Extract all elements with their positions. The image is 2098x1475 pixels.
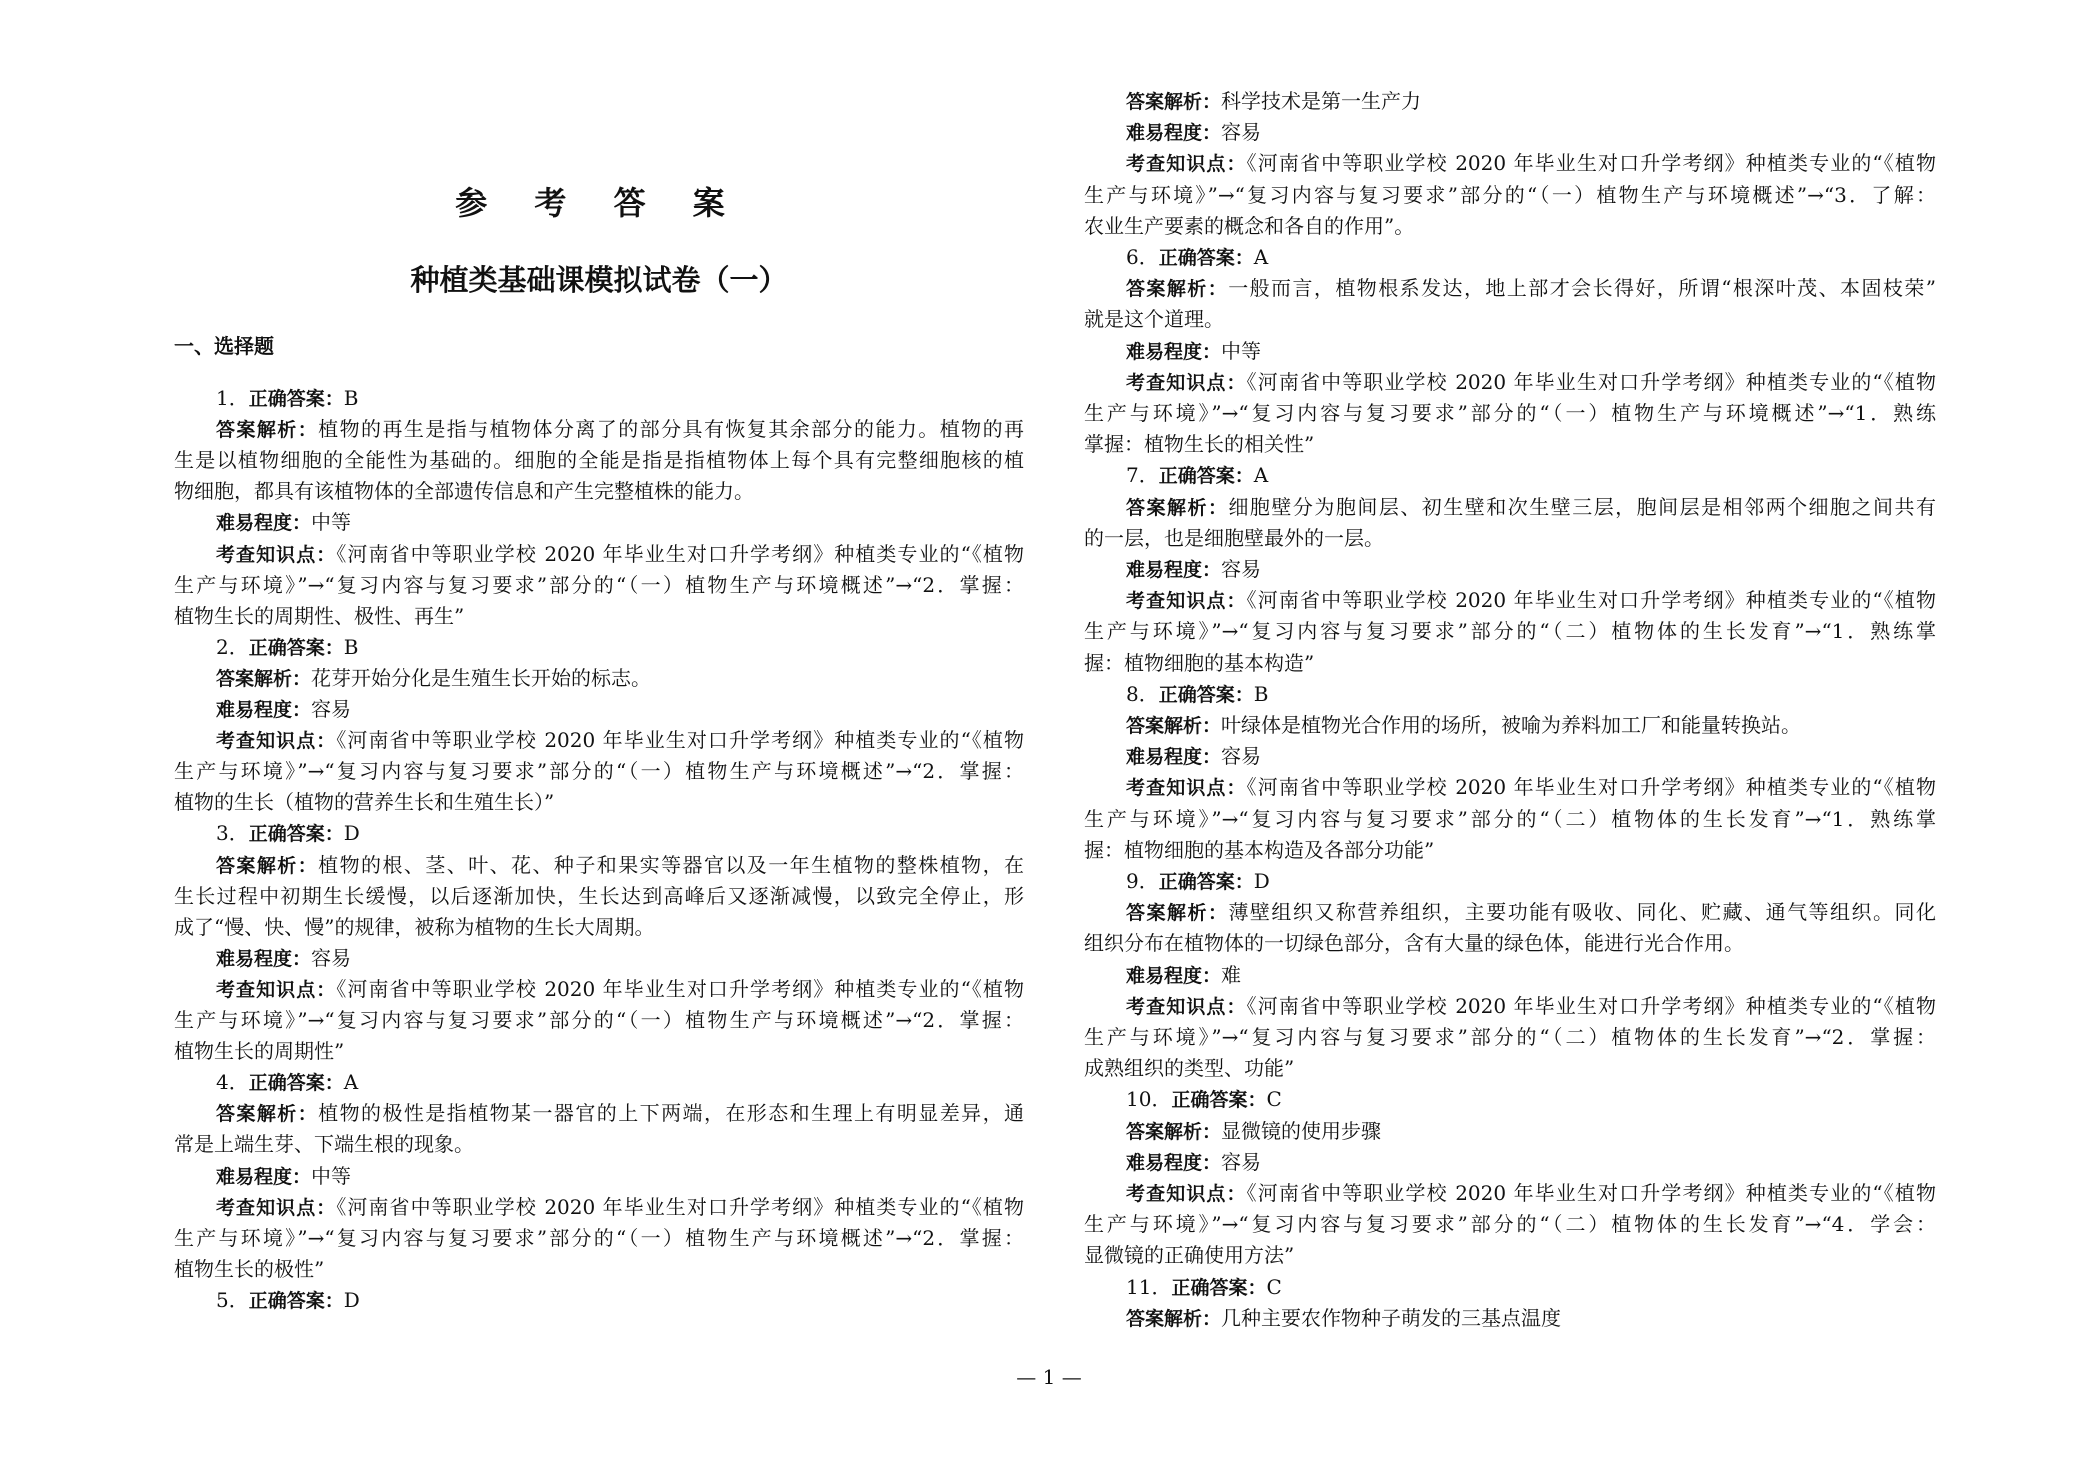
text-line xyxy=(1126,960,1936,991)
question-number: 1． xyxy=(216,386,249,410)
knowledge-label: 考查知识点： xyxy=(1126,777,1247,800)
answer-label: 正确答案： xyxy=(1158,871,1254,893)
text-line xyxy=(1126,1116,1936,1147)
answer-value: B xyxy=(343,386,359,410)
section-heading: 一、选择题 xyxy=(174,334,274,358)
text-line: 握：植物细胞的基本构造” xyxy=(1084,650,1315,675)
question-number: 11． xyxy=(1126,1274,1172,1299)
text-line xyxy=(216,943,1024,974)
text-line xyxy=(216,974,1024,1005)
text-line xyxy=(1126,273,1936,304)
analysis-text: 几种主要农作物种子萌发的三基点温度 xyxy=(1221,1305,1562,1330)
knowledge-label: 考查知识点： xyxy=(216,978,337,1001)
text-line: 生产与环境》”→“复习内容与复习要求”部分的“（一）植物生产与环境概述”→“2．掌握： xyxy=(174,572,1024,597)
knowledge-text: 《河南省中等职业学校 2020 年毕业生对口升学考纲》种植类专业的“《植物 xyxy=(336,1194,1024,1219)
analysis-text: 植物的再生是指与植物体分离了的部分具有恢复其余部分的能力。植物的再 xyxy=(318,417,1024,442)
difficulty-label: 难易程度： xyxy=(216,512,312,535)
page-title: 参 考 答 案 xyxy=(455,184,743,222)
text-line: 生产与环境》”→“复习内容与复习要求”部分的“（一）植物生产与环境概述”→“2．掌握： xyxy=(174,759,1024,784)
analysis-text: 花芽开始分化是生殖生长开始的标志。 xyxy=(311,665,652,690)
text-line xyxy=(216,1192,1024,1223)
analysis-text: 一般而言，植物根系发达，地上部才会长得好，所谓“根深叶茂、本固枝荣” xyxy=(1228,276,1936,301)
question-number: 5． xyxy=(216,1287,249,1312)
knowledge-text: 《河南省中等职业学校 2020 年毕业生对口升学考纲》种植类专业的“《植物 xyxy=(336,976,1024,1001)
answer-label: 正确答案： xyxy=(1171,1276,1267,1299)
answer-label: 正确答案： xyxy=(1171,1089,1267,1112)
text-line: 农业生产要素的概念和各自的作用”。 xyxy=(1084,213,1415,238)
text-line xyxy=(1126,897,1936,928)
answer-value: B xyxy=(343,634,359,659)
difficulty-text: 容易 xyxy=(1221,744,1262,769)
answer-label: 正确答案： xyxy=(248,1072,344,1095)
answer-value: D xyxy=(343,1287,360,1312)
text-line: 生产与环境》”→“复习内容与复习要求”部分的“（二）植物体的生长发育”→“1．熟练掌 xyxy=(1084,806,1936,831)
difficulty-label: 难易程度： xyxy=(216,699,312,721)
answer-label: 正确答案： xyxy=(248,388,344,410)
question-number: 7． xyxy=(1126,463,1159,488)
text-line xyxy=(1126,1084,1936,1115)
knowledge-label: 考查知识点： xyxy=(1126,371,1247,394)
text-line: 生产与环境》”→“复习内容与复习要求”部分的“（二）植物体的生长发育”→“4．学会： xyxy=(1084,1212,1936,1237)
page-subtitle: 种植类基础课模拟试卷（一） xyxy=(410,263,788,297)
question-number: 4． xyxy=(216,1070,249,1095)
text-line xyxy=(216,1098,1024,1129)
knowledge-label: 考查知识点： xyxy=(1126,995,1247,1018)
text-line xyxy=(1126,117,1936,148)
knowledge-text: 《河南省中等职业学校 2020 年毕业生对口升学考纲》种植类专业的“《植物 xyxy=(336,541,1024,566)
question-number: 8． xyxy=(1126,681,1159,706)
answer-label: 正确答案： xyxy=(248,1289,344,1312)
text-line: 物细胞，都具有该植物体的全部遗传信息和产生完整植株的能力。 xyxy=(174,479,754,504)
text-line xyxy=(1126,242,1936,273)
text-line xyxy=(1126,336,1936,367)
text-line: 生产与环境》”→“复习内容与复习要求”部分的“（一）植物生产与环境概述”→“1．熟练 xyxy=(1084,401,1936,425)
text-line xyxy=(216,850,1024,881)
text-line: 组织分布在植物体的一切绿色部分，含有大量的绿色体，能进行光合作用。 xyxy=(1084,931,1744,956)
difficulty-text: 容易 xyxy=(311,697,352,721)
difficulty-label: 难易程度： xyxy=(1126,964,1222,987)
analysis-label: 答案解析： xyxy=(1126,902,1229,925)
answer-value: D xyxy=(343,821,360,846)
knowledge-label: 考查知识点： xyxy=(1126,153,1247,176)
analysis-text: 植物的根、茎、叶、花、种子和果实等器官以及一年生植物的整株植物，在 xyxy=(318,852,1024,877)
answer-value: D xyxy=(1253,869,1270,893)
text-line: 生产与环境》”→“复习内容与复习要求”部分的“（一）植物生产与环境概述”→“2．掌握： xyxy=(174,1225,1024,1250)
difficulty-label: 难易程度： xyxy=(1126,559,1222,581)
text-line xyxy=(1126,1147,1936,1178)
text-line xyxy=(1126,741,1936,772)
difficulty-text: 中等 xyxy=(311,510,352,535)
text-line xyxy=(1126,492,1936,523)
text-line: 生产与环境》”→“复习内容与复习要求”部分的“（二）植物体的生长发育”→“1．熟练掌 xyxy=(1084,619,1936,644)
page-number: — 1 — xyxy=(1016,1365,1082,1389)
text-line xyxy=(216,632,1024,663)
analysis-label: 答案解析： xyxy=(216,667,312,690)
knowledge-text: 《河南省中等职业学校 2020 年毕业生对口升学考纲》种植类专业的“《植物 xyxy=(1246,775,1936,800)
text-line: 成了“慢、快、慢”的规律，被称为植物的生长大周期。 xyxy=(174,914,655,939)
question-number: 9． xyxy=(1126,869,1159,893)
text-line: 植物生长的周期性” xyxy=(174,1039,345,1064)
text-line xyxy=(216,383,1024,414)
difficulty-text: 容易 xyxy=(1221,1149,1262,1174)
knowledge-text: 《河南省中等职业学校 2020 年毕业生对口升学考纲》种植类专业的“《植物 xyxy=(1246,993,1936,1018)
text-line xyxy=(1126,1303,1936,1334)
answer-label: 正确答案： xyxy=(1158,465,1254,488)
text-line: 就是这个道理。 xyxy=(1084,307,1224,332)
difficulty-label: 难易程度： xyxy=(1126,122,1222,145)
difficulty-label: 难易程度： xyxy=(1126,340,1222,363)
difficulty-text: 难 xyxy=(1221,962,1242,987)
text-line: 生产与环境》”→“复习内容与复习要求”部分的“（一）植物生产与环境概述”→“3．了解： xyxy=(1084,182,1936,207)
question-number: 3． xyxy=(216,821,249,846)
text-line xyxy=(216,414,1024,445)
text-line xyxy=(216,694,1024,725)
question-number: 10． xyxy=(1126,1087,1172,1112)
answer-value: A xyxy=(1253,463,1269,488)
analysis-label: 答案解析： xyxy=(1126,1120,1222,1143)
answer-label: 正确答案： xyxy=(248,823,344,846)
text-line xyxy=(1126,554,1936,585)
analysis-text: 薄壁组织又称营养组织，主要功能有吸收、同化、贮藏、通气等组织。同化 xyxy=(1228,900,1936,925)
text-line xyxy=(216,1067,1024,1098)
knowledge-text: 《河南省中等职业学校 2020 年毕业生对口升学考纲》种植类专业的“《植物 xyxy=(336,728,1024,753)
text-line xyxy=(1126,866,1936,897)
answer-value: C xyxy=(1266,1087,1282,1112)
difficulty-label: 难易程度： xyxy=(216,947,312,970)
text-line xyxy=(1126,460,1936,491)
text-line: 成熟组织的类型、功能” xyxy=(1084,1056,1295,1081)
text-line xyxy=(1126,710,1936,741)
text-line xyxy=(216,663,1024,694)
knowledge-label: 考查知识点： xyxy=(1126,590,1247,613)
text-line: 植物生长的极性” xyxy=(174,1256,325,1281)
difficulty-text: 容易 xyxy=(1221,557,1262,581)
text-line xyxy=(216,507,1024,538)
text-line xyxy=(1126,148,1936,179)
text-line: 植物的生长（植物的营养生长和生殖生长）” xyxy=(174,790,555,815)
analysis-text: 植物的极性是指植物某一器官的上下两端，在形态和生理上有明显差异，通 xyxy=(318,1101,1024,1126)
difficulty-label: 难易程度： xyxy=(1126,1151,1222,1174)
knowledge-label: 考查知识点： xyxy=(216,1196,337,1219)
knowledge-label: 考查知识点： xyxy=(216,730,337,753)
text-line: 生是以植物细胞的全能性为基础的。细胞的全能是指是指植物体上每个具有完整细胞核的植 xyxy=(174,448,1024,473)
analysis-label: 答案解析： xyxy=(1126,91,1222,113)
text-line: 常是上端生芽、下端生根的现象。 xyxy=(174,1132,474,1157)
answer-value: A xyxy=(343,1070,359,1095)
analysis-label: 答案解析： xyxy=(1126,715,1222,737)
answer-value: C xyxy=(1266,1274,1282,1299)
analysis-label: 答案解析： xyxy=(1126,278,1229,301)
analysis-text: 科学技术是第一生产力 xyxy=(1221,89,1422,113)
knowledge-label: 考查知识点： xyxy=(216,543,337,566)
knowledge-text: 《河南省中等职业学校 2020 年毕业生对口升学考纲》种植类专业的“《植物 xyxy=(1246,588,1936,613)
text-line xyxy=(1126,86,1936,117)
analysis-label: 答案解析： xyxy=(216,1103,319,1126)
text-line xyxy=(216,818,1024,849)
knowledge-text: 《河南省中等职业学校 2020 年毕业生对口升学考纲》种植类专业的“《植物 xyxy=(1246,151,1936,176)
text-line: 的一层，也是细胞壁最外的一层。 xyxy=(1084,525,1384,550)
text-line: 握：植物细胞的基本构造及各部分功能” xyxy=(1084,837,1435,862)
difficulty-label: 难易程度： xyxy=(216,1165,312,1188)
knowledge-text: 《河南省中等职业学校 2020 年毕业生对口升学考纲》种植类专业的“《植物 xyxy=(1246,369,1936,394)
text-line: 生产与环境》”→“复习内容与复习要求”部分的“（二）植物体的生长发育”→“2．掌握： xyxy=(1084,1025,1936,1049)
text-line: 生长过程中初期生长缓慢，以后逐渐加快，生长达到高峰后又逐渐减慢，以致完全停止，形 xyxy=(174,883,1024,908)
text-line: 生产与环境》”→“复习内容与复习要求”部分的“（一）植物生产与环境概述”→“2．掌握： xyxy=(174,1008,1024,1032)
text-line xyxy=(1126,679,1936,710)
question-number: 6． xyxy=(1126,245,1159,269)
analysis-label: 答案解析： xyxy=(1126,496,1229,519)
text-line xyxy=(216,1161,1024,1192)
knowledge-text: 《河南省中等职业学校 2020 年毕业生对口升学考纲》种植类专业的“《植物 xyxy=(1246,1181,1936,1205)
text-line xyxy=(1126,585,1936,616)
text-line xyxy=(216,539,1024,570)
question-number: 2． xyxy=(216,634,249,659)
text-line: 植物生长的周期性、极性、再生” xyxy=(174,603,465,628)
answer-value: A xyxy=(1253,245,1269,269)
difficulty-text: 容易 xyxy=(311,945,352,970)
knowledge-label: 考查知识点： xyxy=(1126,1183,1247,1205)
text-line: 掌握：植物生长的相关性” xyxy=(1084,432,1315,457)
analysis-text: 叶绿体是植物光合作用的场所，被喻为养料加工厂和能量转换站。 xyxy=(1221,713,1802,737)
text-line xyxy=(1126,1178,1936,1209)
answer-label: 正确答案： xyxy=(1158,247,1254,269)
text-line xyxy=(1126,367,1936,398)
answer-label: 正确答案： xyxy=(248,636,344,659)
text-line xyxy=(1126,1272,1936,1303)
text-line xyxy=(1126,772,1936,803)
text-line xyxy=(216,725,1024,756)
difficulty-text: 中等 xyxy=(1221,338,1262,363)
analysis-label: 答案解析： xyxy=(1126,1307,1222,1330)
text-line xyxy=(1126,991,1936,1022)
answer-value: B xyxy=(1253,681,1269,706)
difficulty-text: 容易 xyxy=(1221,120,1262,145)
analysis-label: 答案解析： xyxy=(216,419,319,442)
analysis-text: 细胞壁分为胞间层、初生壁和次生壁三层，胞间层是相邻两个细胞之间共有 xyxy=(1228,494,1936,519)
analysis-label: 答案解析： xyxy=(216,854,319,877)
text-line xyxy=(216,1285,1024,1316)
difficulty-label: 难易程度： xyxy=(1126,746,1222,769)
analysis-text: 显微镜的使用步骤 xyxy=(1221,1118,1382,1143)
text-line: 显微镜的正确使用方法” xyxy=(1084,1243,1295,1268)
difficulty-text: 中等 xyxy=(311,1163,352,1188)
answer-label: 正确答案： xyxy=(1158,683,1254,706)
